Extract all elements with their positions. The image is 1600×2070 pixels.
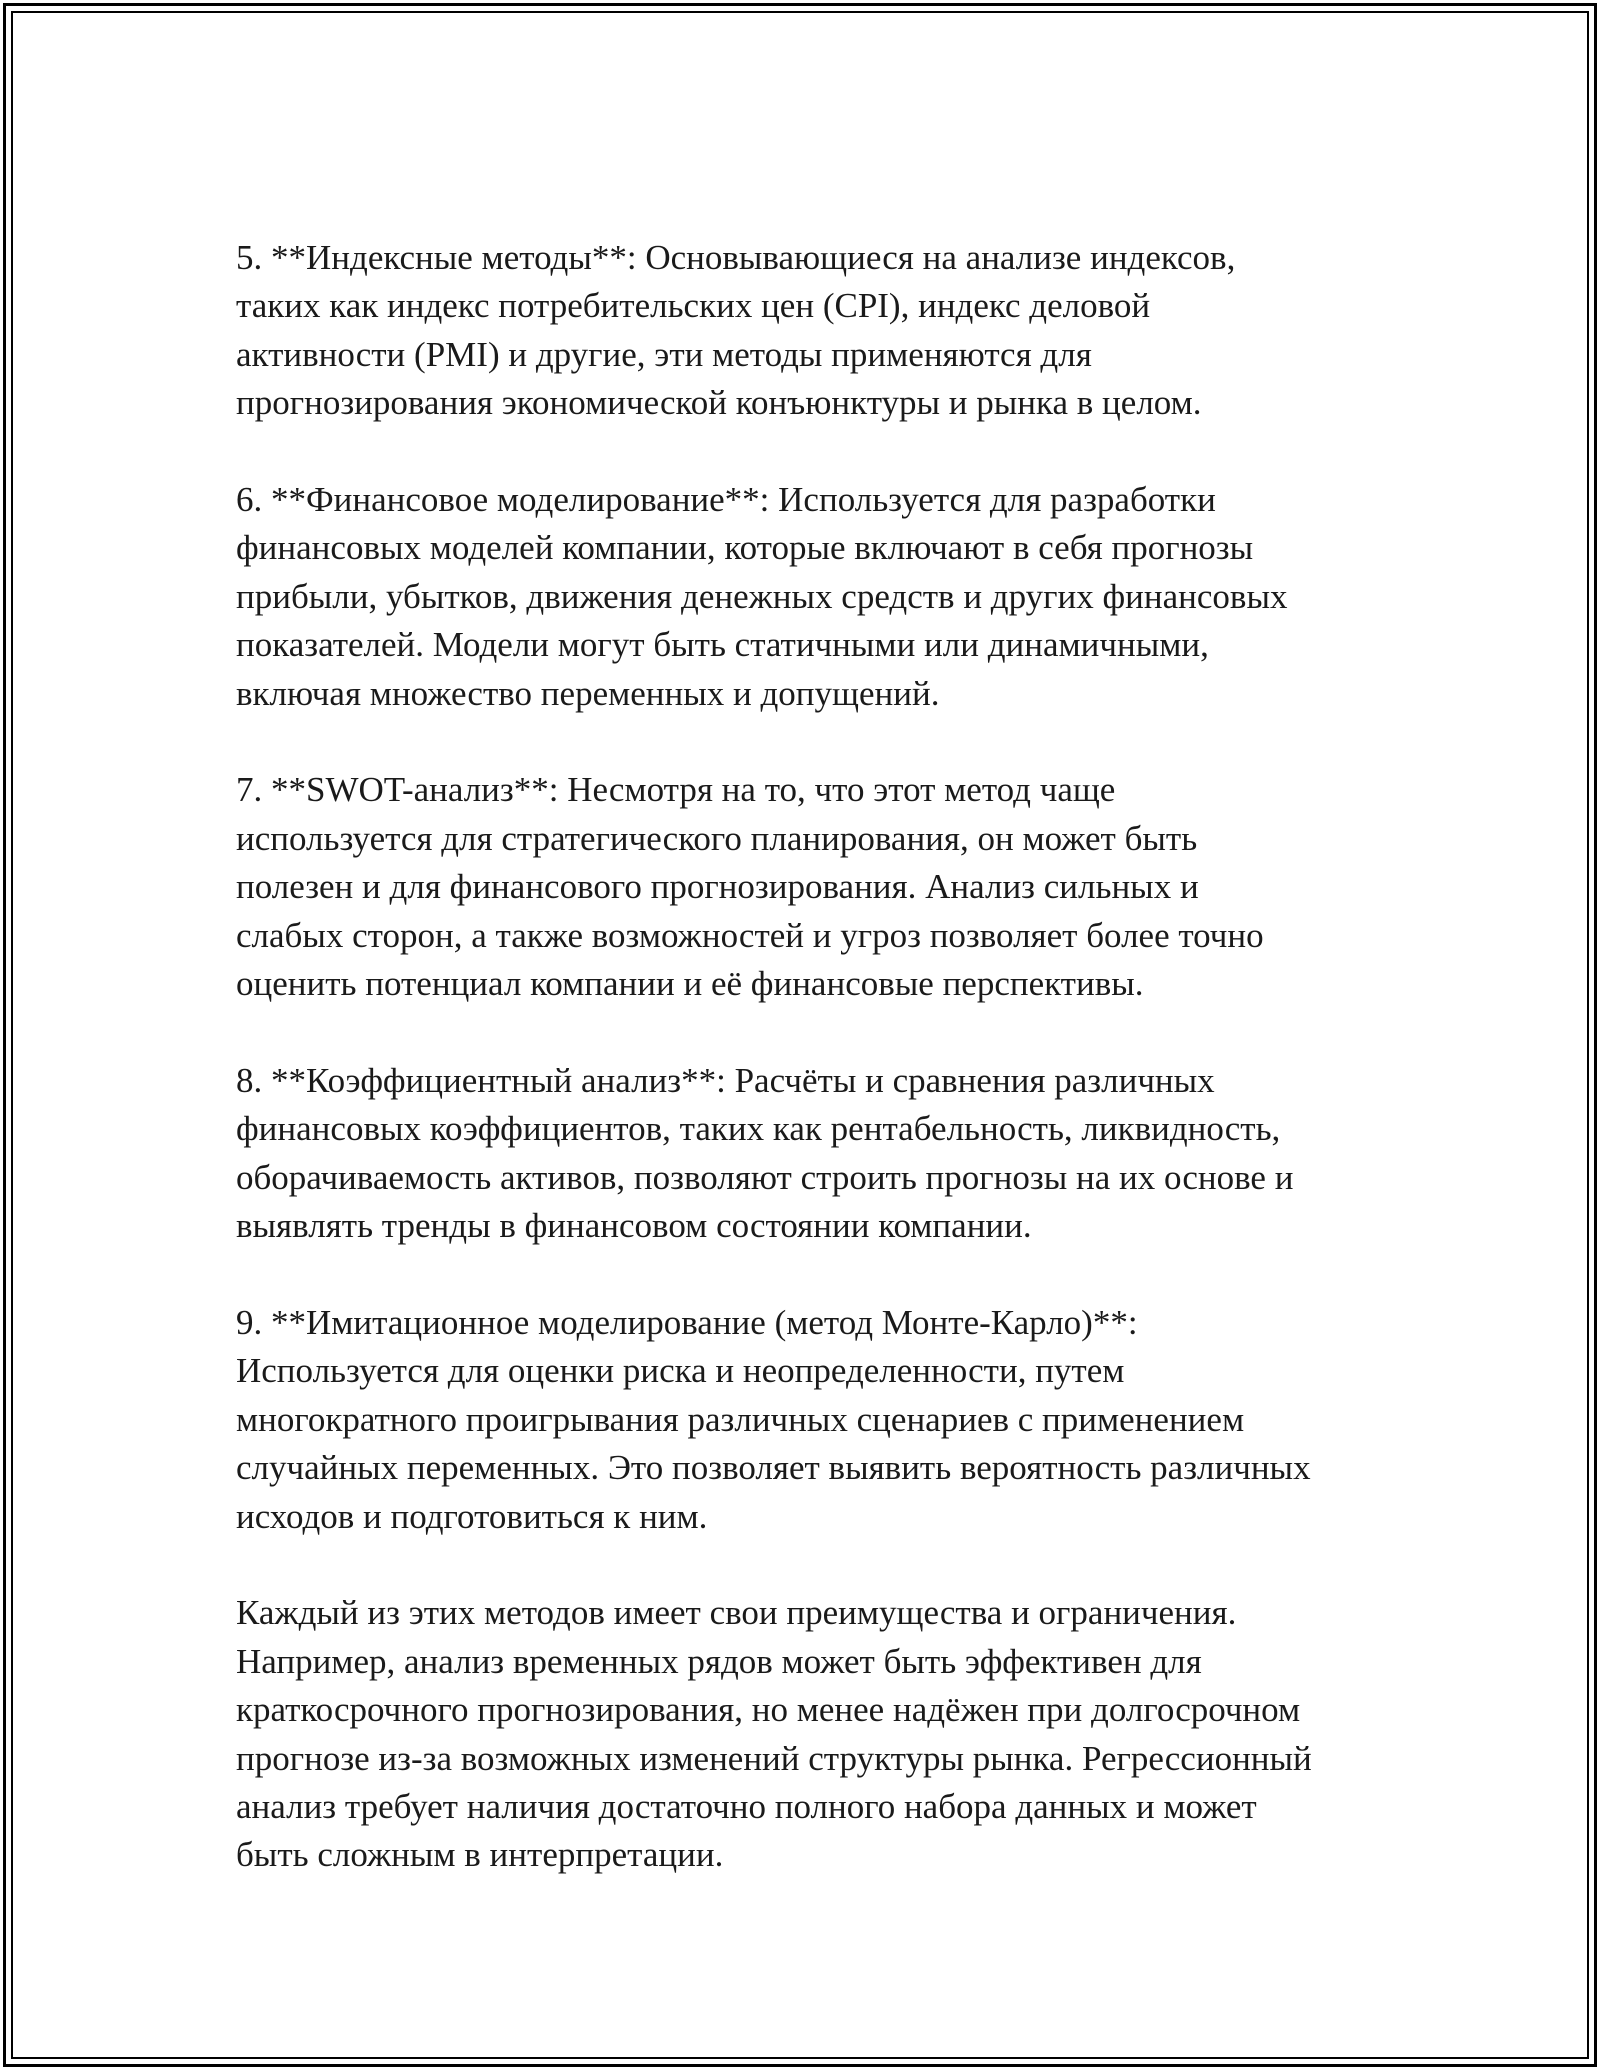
text-line: случайных переменных. Это позволяет выявить вероятность различных [236, 1448, 1311, 1488]
text-line: активности (PMI) и другие, эти методы применяются для [236, 334, 1092, 374]
text-line: оценить потенциал компании и её финансовые перспективы. [236, 964, 1144, 1004]
text-line: 6. **Финансовое моделирование**: Используется для разработки [236, 480, 1216, 520]
text-line: показателей. Модели могут быть статичными или динамичными, [236, 625, 1209, 665]
paragraph-ratio-analysis [236, 1057, 1436, 1251]
text-line: 5. **Индексные методы**: Основывающиеся на анализе индексов, [236, 238, 1236, 277]
text-line: прогнозирования экономической конъюнктуры и рынка в целом. [236, 383, 1202, 423]
text-line: прогнозе из-за возможных изменений структуры рынка. Регрессионный [236, 1738, 1312, 1778]
text-line: прибыли, убытков, движения денежных средств и других финансовых [236, 576, 1288, 616]
text-line: Используется для оценки риска и неопределенности, путем [236, 1351, 1125, 1391]
paragraph-financial-modeling [236, 476, 1436, 718]
paragraph-conclusion [236, 1589, 1436, 1879]
text-line: многократного проигрывания различных сценариев с применением [236, 1399, 1245, 1439]
text-line: включая множество переменных и допущений. [236, 673, 940, 713]
text-line: исходов и подготовиться к ним. [236, 1496, 708, 1536]
text-line: таких как индекс потребительских цен (CPI), индекс деловой [236, 286, 1151, 326]
paragraph-index-methods [236, 234, 1436, 428]
text-line: краткосрочного прогнозирования, но менее надёжен при долгосрочном [236, 1690, 1301, 1730]
text-line: 9. **Имитационное моделирование (метод Монте-Карло)**: [236, 1302, 1138, 1342]
text-line: Например, анализ временных рядов может быть эффективен для [236, 1641, 1202, 1681]
text-line: Каждый из этих методов имеет свои преимущества и ограничения. [236, 1593, 1237, 1633]
paragraph-swot-analysis [236, 766, 1436, 1008]
text-line: быть сложным в интерпретации. [236, 1835, 724, 1875]
text-line: анализ требует наличия достаточно полного набора данных и может [236, 1786, 1257, 1826]
text-line: финансовых моделей компании, которые включают в себя прогнозы [236, 528, 1254, 568]
paragraph-monte-carlo [236, 1299, 1436, 1541]
text-line: слабых сторон, а также возможностей и угроз позволяет более точно [236, 915, 1264, 955]
text-line: оборачиваемость активов, позволяют строить прогнозы на их основе и [236, 1157, 1294, 1197]
text-line: 8. **Коэффициентный анализ**: Расчёты и сравнения различных [236, 1060, 1215, 1100]
text-line: полезен и для финансового прогнозирования. Анализ сильных и [236, 867, 1199, 907]
text-line: выявлять тренды в финансовом состоянии компании. [236, 1206, 1032, 1246]
document-body [236, 234, 1436, 1928]
text-line: 7. **SWOT-анализ**: Несмотря на то, что этот метод чаще [236, 770, 1116, 810]
text-line: финансовых коэффициентов, таких как рентабельность, ликвидность, [236, 1109, 1281, 1149]
text-line: используется для стратегического планирования, он может быть [236, 818, 1198, 858]
